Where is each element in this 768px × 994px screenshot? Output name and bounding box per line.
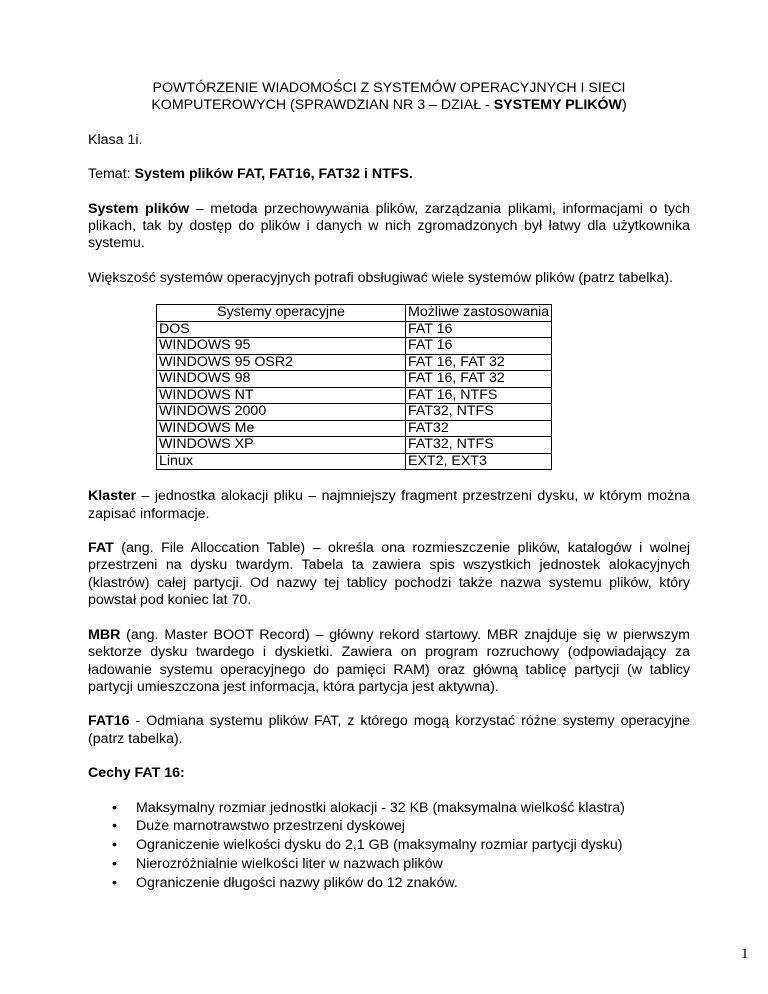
table-cell-os: WINDOWS Me — [157, 420, 406, 437]
system-plikow-text: – metoda przechowywania plików, zarządzania plikami, informacjami o tych plikach, tak by dostęp do plików i danych w nich zgromadzonych był łatwy dla użytkownika systemu. — [88, 200, 690, 252]
title-line-1: POWTÓRZENIE WIADOMOŚCI Z SYSTEMÓW OPERACYJNYCH I SIECI — [152, 80, 626, 96]
fat16-text: - Odmiana systemu plików FAT, z którego mogą korzystać różne systemy operacyjne (patrz tabelka). — [88, 713, 690, 747]
list-item — [112, 800, 690, 817]
document-title — [88, 80, 690, 115]
klaster-text: – jednostka alokacji pliku – najmniejszy fragment przestrzeni dysku, w którym można zapisać informacje. — [88, 488, 690, 522]
table-cell-os: WINDOWS 98 — [157, 371, 406, 388]
table-cell-fs: FAT 16, NTFS — [406, 387, 552, 404]
fat16-term: FAT16 — [88, 713, 130, 730]
title-line-2-suffix: ) — [621, 97, 627, 114]
table-row — [157, 321, 552, 338]
table-cell-os: WINDOWS 2000 — [157, 404, 406, 421]
fat16-definition — [88, 713, 690, 748]
fat-text: (ang. File Alloccation Table) – określa ona rozmieszczenie plików, katalogów i wolnej przestrzeni na dysku twardym. Tabela ta zawiera spis wszystkich jednostek alokacyjnych (klastrów) całej partycji. Od nazwy tej tablicy pochodzi także nazwa systemu plików, który powstał pod koniec lat 70. — [88, 540, 690, 609]
table-intro: Większość systemów operacyjnych potrafi obsługiwać wiele systemów plików (patrz tabelka). — [88, 269, 674, 286]
table-cell-fs: FAT32, NTFS — [406, 404, 552, 421]
os-filesystem-table — [156, 304, 552, 470]
system-plikow-term: System plików — [88, 200, 190, 217]
table-row — [157, 453, 552, 470]
table-header-row — [157, 305, 552, 322]
cechy-list — [112, 800, 690, 893]
temat-line — [88, 166, 690, 183]
fat-term: FAT — [88, 540, 114, 557]
mbr-term: MBR — [88, 626, 121, 643]
bullet-icon: • — [112, 856, 117, 873]
bullet-icon: • — [112, 799, 117, 816]
table-header-usage: Możliwe zastosowania — [406, 305, 552, 322]
table-cell-os: WINDOWS NT — [157, 387, 406, 404]
page-number: 1 — [741, 946, 749, 962]
temat-label: Temat: — [88, 166, 135, 183]
cechy-heading: Cechy FAT 16: — [88, 765, 185, 782]
list-item — [112, 856, 690, 873]
bullet-icon: • — [112, 818, 117, 835]
klaster-definition — [88, 488, 690, 523]
table-cell-fs: FAT 16, FAT 32 — [406, 371, 552, 388]
list-item-text: Nierozróżnialnie wielkości liter w nazwach plików — [136, 856, 443, 873]
table-row — [157, 371, 552, 388]
bullet-icon: • — [112, 875, 117, 892]
list-item-text: Ograniczenie długości nazwy plików do 12 znaków. — [136, 875, 458, 892]
table-cell-os: WINDOWS 95 OSR2 — [157, 354, 406, 371]
temat-value: System plików FAT, FAT16, FAT32 i NTFS. — [134, 166, 413, 183]
table-cell-fs: EXT2, EXT3 — [406, 453, 552, 470]
table-row — [157, 404, 552, 421]
title-line-2-prefix: KOMPUTEROWYCH (SPRAWDZIAN NR 3 – DZIAŁ - — [151, 97, 494, 114]
fat-definition — [88, 540, 690, 610]
klaster-term: Klaster — [88, 488, 137, 505]
table-row — [157, 387, 552, 404]
table-cell-os: WINDOWS 95 — [157, 338, 406, 355]
table-row — [157, 338, 552, 355]
list-item — [112, 837, 690, 854]
table-row — [157, 437, 552, 454]
list-item — [112, 818, 690, 835]
table-cell-os: DOS — [157, 321, 406, 338]
table-cell-fs: FAT32 — [406, 420, 552, 437]
system-plikow-definition — [88, 201, 690, 253]
table-cell-fs: FAT 16 — [406, 338, 552, 355]
bullet-icon: • — [112, 837, 117, 854]
table-cell-fs: FAT 16, FAT 32 — [406, 354, 552, 371]
list-item-text: Duże marnotrawstwo przestrzeni dyskowej — [136, 818, 405, 835]
mbr-definition — [88, 627, 690, 697]
document-page — [88, 80, 690, 894]
list-item-text: Maksymalny rozmiar jednostki alokacji - 32 KB (maksymalna wielkość klastra) — [136, 799, 625, 816]
table-cell-fs: FAT32, NTFS — [406, 437, 552, 454]
klasa-line: Klasa 1i. — [88, 131, 143, 148]
mbr-text: (ang. Master BOOT Record) – główny rekord startowy. MBR znajduje się w pierwszym sektorze dysku twardego i dyskietki. Zawiera on program rozruchowy (odpowiadający za ładowanie systemu operacyjnego do pamięci RAM) oraz główną tablicę partycji (w tablicy partycji umieszczona jest informacja, która partycja jest aktywna). — [88, 626, 690, 695]
list-item-text: Ograniczenie wielkości dysku do 2,1 GB (maksymalny rozmiar partycji dysku) — [136, 837, 623, 854]
title-line-2-bold: SYSTEMY PLIKÓW — [493, 97, 622, 114]
table-row — [157, 420, 552, 437]
table-cell-os: WINDOWS XP — [157, 437, 406, 454]
table-row — [157, 354, 552, 371]
table-cell-os: Linux — [157, 453, 406, 470]
table-header-os: Systemy operacyjne — [157, 305, 406, 322]
list-item — [112, 875, 690, 892]
table-cell-fs: FAT 16 — [406, 321, 552, 338]
